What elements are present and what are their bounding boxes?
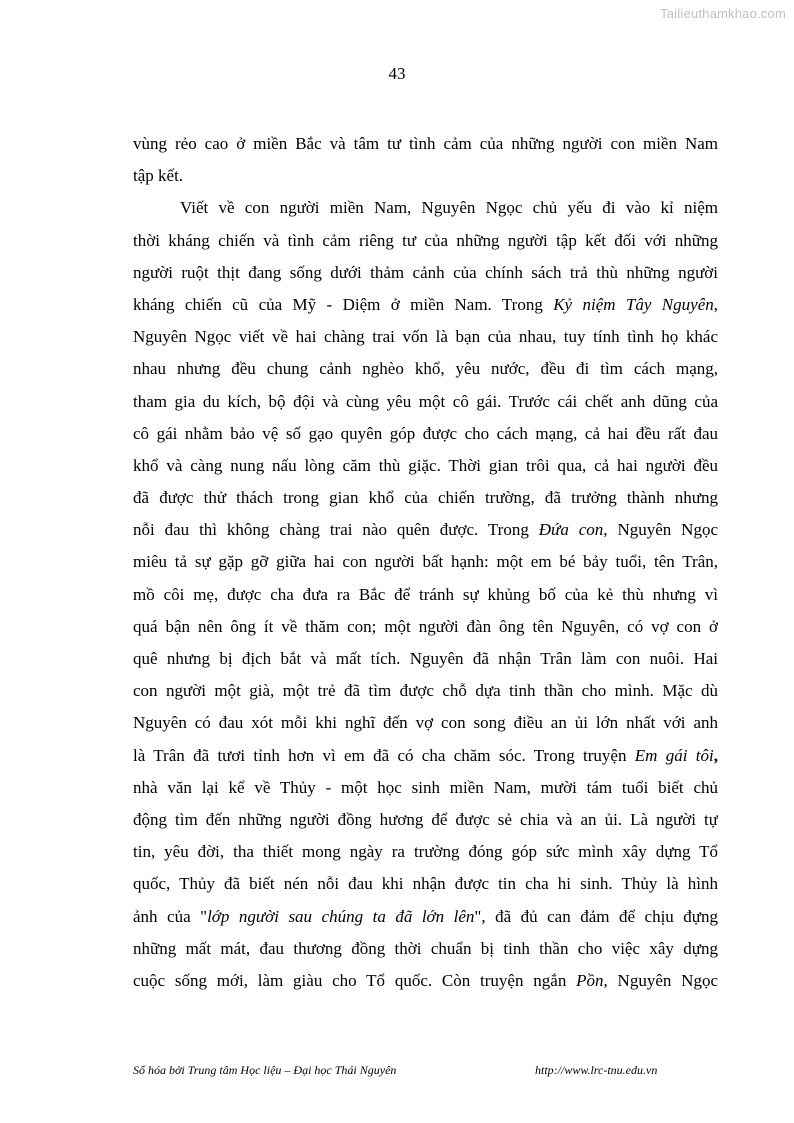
footer-credit: Số hóa bởi Trung tâm Học liệu – Đại học Thái Nguyên [133, 1063, 397, 1077]
italic-title: lớp người sau chúng ta đã lớn lên [207, 906, 475, 926]
text-segment: Viết về con người miền Nam, Nguyên Ngọc chủ yếu đi vào kỉ niệm [180, 198, 718, 218]
text-line [133, 450, 718, 482]
italic-title: Pồn [576, 970, 604, 990]
text-line [133, 257, 718, 289]
text-segment: cuộc sống mới, làm giàu cho Tổ quốc. Còn truyện ngắn [133, 970, 577, 990]
watermark: Tailieuthamkhao.com [660, 6, 786, 21]
text-segment: tin, yêu đời, tha thiết mong ngày ra trường đóng góp sức mình xây dựng Tổ [133, 842, 718, 862]
text-segment: , Nguyên Ngọc [603, 970, 718, 990]
text-segment: quá bận nên ông ít về thăm con; một người đàn ông tên Nguyên, có vợ con ở [133, 616, 718, 636]
text-segment: Nguyên có đau xót mỗi khi nghĩ đến vợ con song điều an ủi lớn nhất với anh [133, 713, 718, 733]
text-line [133, 192, 718, 224]
text-line [133, 321, 718, 353]
text-segment: Nguyên Ngọc viết về hai chàng trai vốn là bạn của nhau, tuy tính tình họ khác [133, 327, 718, 347]
text-line [133, 965, 718, 997]
text-segment: nỗi đau thì không chàng trai nào quên được. Trong [133, 520, 539, 540]
text-segment: , Nguyên Ngọc [603, 520, 718, 540]
text-line [133, 579, 718, 611]
text-segment: đã được thử thách trong gian khổ của chiến trường, đã trưởng thành nhưng [133, 488, 718, 508]
body-text [133, 128, 718, 997]
text-segment: quốc, Thủy đã biết nén nỗi đau khi nhận được tin cha hi sinh. Thủy là hình [133, 874, 718, 894]
italic-title: Em gái tôi [634, 745, 714, 765]
text-segment: những mất mát, đau thương đồng thời chuẩn bị tinh thần cho việc xây dựng [133, 938, 718, 958]
text-segment: ảnh của " [133, 906, 208, 926]
text-segment: thời kháng chiến và tình cảm riêng tư của những người tập kết đối với những [133, 230, 718, 250]
text-segment: con người một già, một trẻ đã tìm được chỗ dựa tinh thần cho mình. Mặc dù [133, 681, 718, 701]
text-segment: , [713, 745, 718, 765]
text-line [133, 933, 718, 965]
italic-title: Đứa con [538, 520, 604, 540]
footer-url: http://www.lrc-tnu.edu.vn [535, 1063, 658, 1077]
text-line [133, 418, 718, 450]
text-line [133, 546, 718, 578]
text-segment: vùng rẻo cao ở miền Bắc và tâm tư tình cảm của những người con miền Nam [133, 134, 718, 153]
text-line [133, 772, 718, 804]
text-line [133, 675, 718, 707]
text-segment: kháng chiến cũ của Mỹ - Diệm ở miền Nam. Trong [133, 294, 554, 314]
text-line [133, 707, 718, 739]
text-segment: nhà văn lại kể về Thủy - một học sinh miền Nam, mười tám tuổi biết chủ [133, 777, 718, 797]
text-segment: , [713, 294, 718, 314]
text-segment: cô gái nhằm bảo vệ số gạo quyên góp được cho cách mạng, cả hai đều rất đau [133, 423, 718, 443]
text-segment: quê nhưng bị địch bắt và mất tích. Nguyên đã nhận Trân làm con nuôi. Hai [133, 649, 718, 669]
text-segment: mồ côi mẹ, được cha đưa ra Bắc để tránh sự khủng bố của kẻ thù nhưng vì [133, 584, 718, 604]
text-segment: người ruột thịt đang sống dưới thảm cảnh của chính sách trả thù những người [133, 262, 718, 282]
text-segment: là Trân đã tươi tỉnh hơn vì em đã có cha chăm sóc. Trong truyện [133, 745, 635, 765]
text-segment: tập kết. [133, 166, 184, 186]
page-number: 43 [388, 64, 406, 83]
text-line [133, 514, 718, 546]
text-segment: miêu tả sự gặp gỡ giữa hai con người bất hạnh: một em bé bảy tuổi, tên Trân, [133, 552, 718, 572]
text-line [133, 160, 718, 192]
text-line [133, 353, 718, 385]
text-line [133, 225, 718, 257]
text-line [133, 804, 718, 836]
text-line [133, 740, 718, 772]
text-line [133, 868, 718, 900]
text-line [133, 128, 718, 160]
text-line [133, 836, 718, 868]
text-line [133, 611, 718, 643]
text-segment: nhau nhưng đều chung cảnh nghèo khổ, yêu nước, đều đi tìm cách mạng, [133, 359, 718, 379]
text-line [133, 482, 718, 514]
text-line [133, 901, 718, 933]
italic-title: Kỷ niệm Tây Nguyên [553, 294, 714, 314]
text-segment: ", đã đủ can đảm để chịu đựng [474, 906, 718, 926]
text-segment: động tìm đến những người đồng hương để được sẻ chia và an ủi. Là người tự [133, 809, 718, 829]
text-segment: khổ và càng nung nấu lòng căm thù giặc. Thời gian trôi qua, cả hai người đều [133, 455, 718, 475]
text-segment: tham gia du kích, bộ đội và cùng yêu một cô gái. Trước cái chết anh dũng của [133, 391, 718, 411]
text-line [133, 289, 718, 321]
text-line [133, 643, 718, 675]
text-line [133, 386, 718, 418]
